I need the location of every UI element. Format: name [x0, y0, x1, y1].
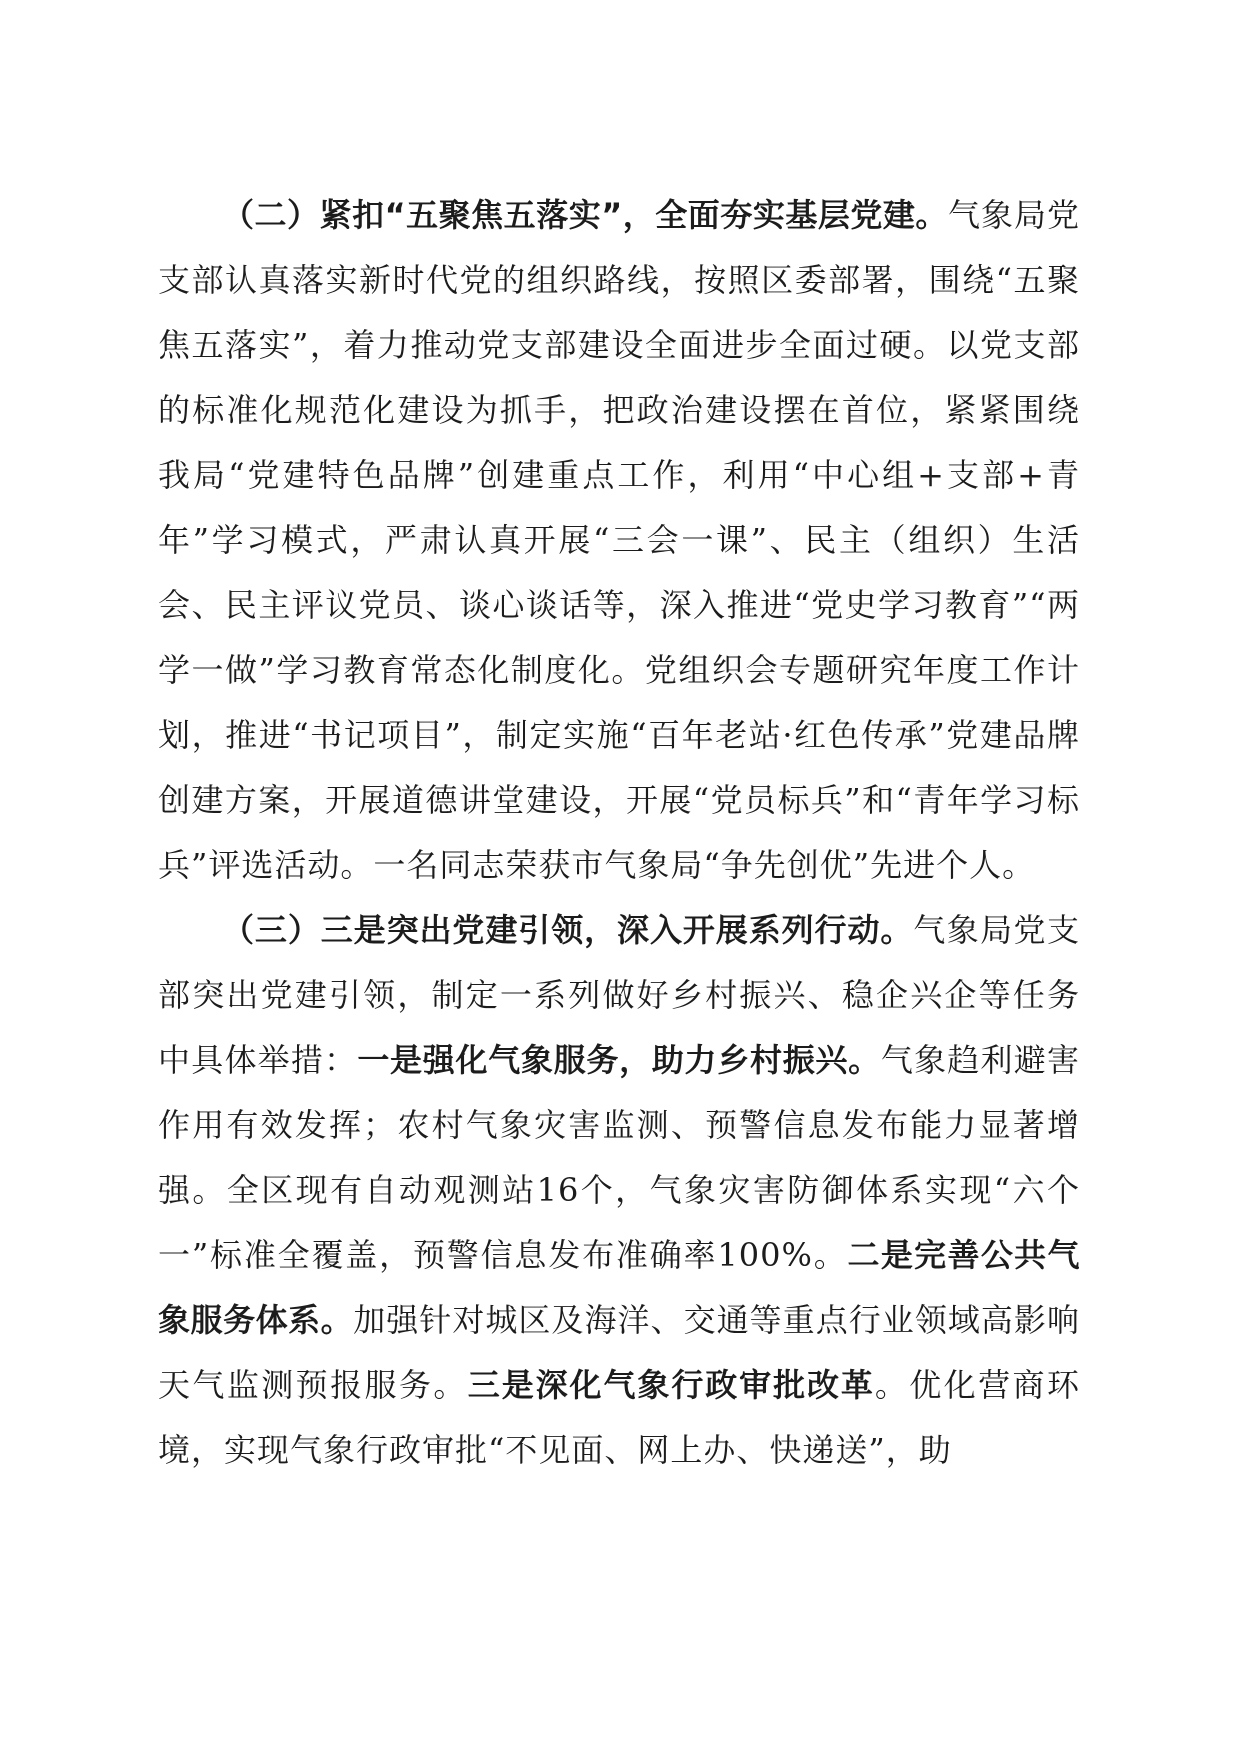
section-two-paragraph	[158, 183, 1080, 898]
section-three-intro: 气象局党支部突出党建引领，制定一系列做好乡村振兴、稳企兴企等任务中具体举措：	[158, 911, 1080, 1079]
point-one-title: 一是强化气象服务，助力乡村振兴。	[357, 1041, 881, 1079]
section-three-paragraph	[158, 898, 1080, 1483]
section-two-body: 气象局党支部认真落实新时代党的组织路线，按照区委部署，围绕“五聚焦五落实”，着力推动党支部建设全面进步全面过硬。以党支部的标准化规范化建设为抓手，把政治建设摆在首位，紧紧围绕我局“党建特色品牌”创建重点工作，利用“中心组+支部+青年”学习模式，严肃认真开展“三会一课”、民主（组织）生活会、民主评议党员、谈心谈话等，深入推进“党史学习教育”“两学一做”学习教育常态化制度化。党组织会专题研究年度工作计划，推进“书记项目”，制定实施“百年老站·红色传承”党建品牌创建方案，开展道德讲堂建设，开展“党员标兵”和“青年学习标兵”评选活动。一名同志荣获市气象局“争先创优”先进个人。	[158, 196, 1080, 884]
point-three-title: 三是深化气象行政审批改革	[467, 1366, 875, 1404]
section-two-heading: （二）紧扣“五聚焦五落实”，全面夯实基层党建。	[222, 196, 948, 234]
point-two-title: 二是完善公共气象服务体系。	[158, 1236, 1080, 1339]
section-three-heading: （三）三是突出党建引领，深入开展系列行动。	[222, 911, 914, 949]
point-one-body: 气象趋利避害作用有效发挥；农村气象灾害监测、预警信息发布能力显著增强。全区现有自动观测站16个，气象灾害防御体系实现“六个一”标准全覆盖，预警信息发布准确率100%。	[158, 1041, 1080, 1274]
point-three-body: 。优化营商环境，实现气象行政审批“不见面、网上办、快递送”，助	[158, 1366, 1080, 1469]
point-two-body: 加强针对城区及海洋、交通等重点行业领域高影响天气监测预报服务。	[158, 1301, 1080, 1404]
document-page	[158, 183, 1080, 1483]
